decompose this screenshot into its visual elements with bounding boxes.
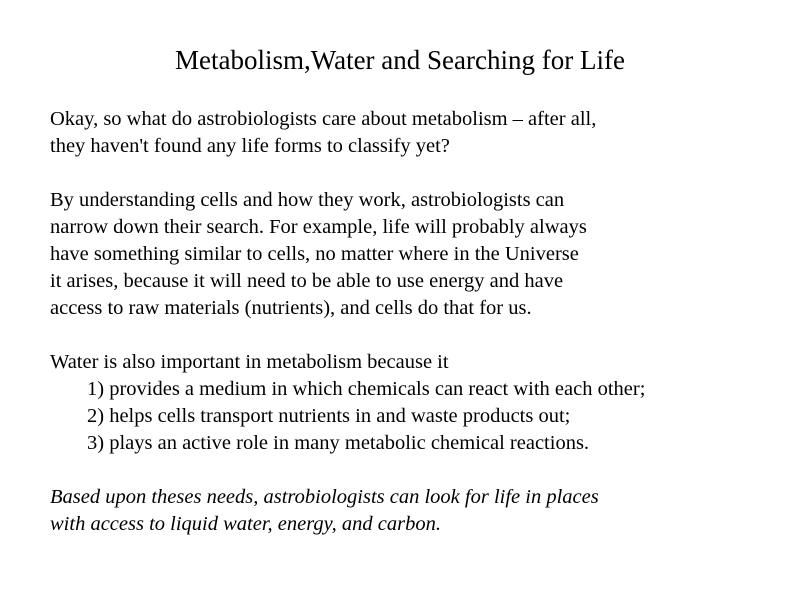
- paragraph-understanding-cells: [50, 187, 790, 322]
- text-line: have something similar to cells, no matter where in the Universe: [50, 243, 579, 265]
- text-line: Based upon theses needs, astrobiologists can look for life in places: [50, 486, 599, 508]
- text-line: they haven't found any life forms to classify yet?: [50, 135, 450, 157]
- paragraph-conclusion: [50, 484, 790, 538]
- text-line: Water is also important in metabolism because it: [50, 351, 449, 373]
- text-line: Okay, so what do astrobiologists care about metabolism – after all,: [50, 108, 597, 130]
- list-item: 3) plays an active role in many metabolic chemical reactions.: [87, 432, 590, 454]
- text-line: narrow down their search. For example, life will probably always: [50, 216, 587, 238]
- text-line: with access to liquid water, energy, and carbon.: [50, 513, 441, 535]
- list-item: 1) provides a medium in which chemicals can react with each other;: [87, 378, 646, 400]
- slide-body: [50, 106, 790, 565]
- slide-title: Metabolism,Water and Searching for Life: [175, 45, 625, 75]
- paragraph-metabolism-question: [50, 106, 790, 160]
- text-line: access to raw materials (nutrients), and cells do that for us.: [50, 297, 532, 319]
- text-line: it arises, because it will need to be able to use energy and have: [50, 270, 564, 292]
- paragraph-water-importance: [50, 349, 790, 457]
- list-item: 2) helps cells transport nutrients in and waste products out;: [87, 405, 571, 427]
- text-line: By understanding cells and how they work, astrobiologists can: [50, 189, 565, 211]
